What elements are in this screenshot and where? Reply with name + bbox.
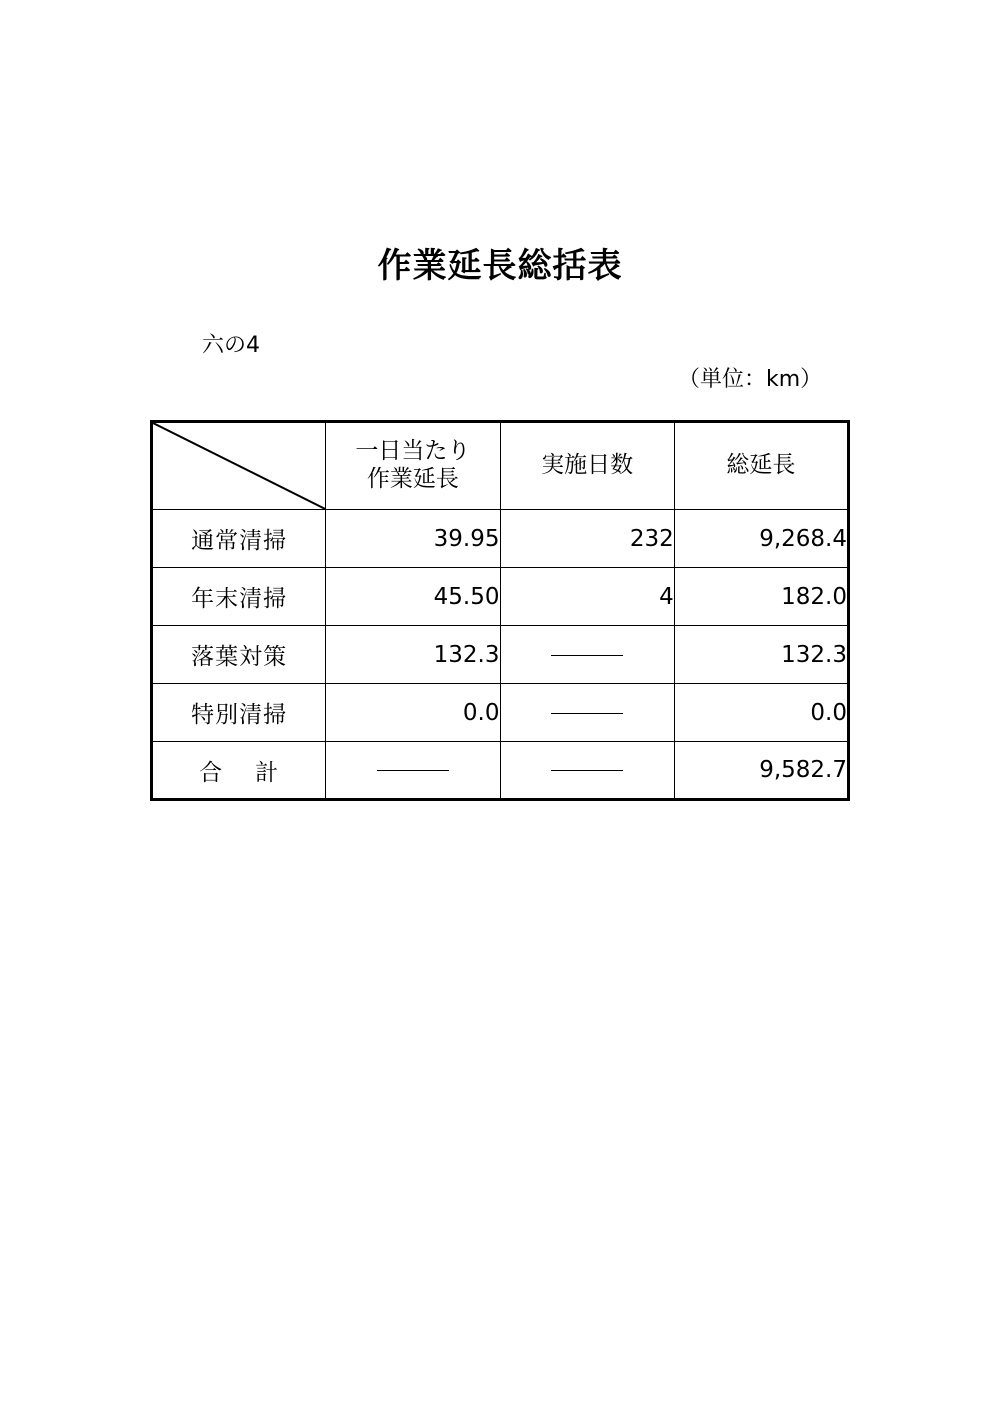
sheet-label: 六の4 bbox=[202, 333, 260, 358]
dash-mark bbox=[551, 770, 623, 771]
daily-length-cell: 0.0 bbox=[326, 684, 500, 742]
row-label: 通常清掃 bbox=[152, 510, 326, 568]
days-cell-empty bbox=[500, 742, 674, 800]
row-label: 年末清掃 bbox=[152, 568, 326, 626]
diagonal-line bbox=[153, 423, 325, 509]
daily-length-cell: 45.50 bbox=[326, 568, 500, 626]
header-days: 実施日数 bbox=[500, 422, 674, 510]
table-row bbox=[152, 626, 849, 684]
total-length-cell: 182.0 bbox=[674, 568, 848, 626]
header-daily-length-line2: 作業延長 bbox=[366, 466, 459, 492]
row-label: 落葉対策 bbox=[152, 626, 326, 684]
total-length-cell: 132.3 bbox=[674, 626, 848, 684]
summary-table bbox=[150, 420, 850, 801]
days-cell-empty bbox=[500, 626, 674, 684]
header-total-length: 総延長 bbox=[674, 422, 848, 510]
unit-label: （単位：km） bbox=[678, 367, 823, 392]
row-label: 特別清掃 bbox=[152, 684, 326, 742]
days-cell-empty bbox=[500, 684, 674, 742]
total-label-part-a: 合 bbox=[199, 759, 224, 786]
corner-cell bbox=[152, 422, 326, 510]
total-label-part-b: 計 bbox=[255, 759, 280, 786]
daily-length-cell-empty bbox=[326, 742, 500, 800]
dash-mark bbox=[551, 655, 623, 656]
days-cell: 232 bbox=[500, 510, 674, 568]
header-row bbox=[152, 422, 849, 510]
table-row bbox=[152, 510, 849, 568]
page-title: 作業延長総括表 bbox=[377, 246, 623, 286]
table-row bbox=[152, 684, 849, 742]
header-daily-length-line1: 一日当たり bbox=[355, 438, 471, 465]
days-cell: 4 bbox=[500, 568, 674, 626]
total-length-cell: 0.0 bbox=[674, 684, 848, 742]
header-daily-length bbox=[326, 422, 500, 510]
daily-length-cell: 39.95 bbox=[326, 510, 500, 568]
dash-mark bbox=[551, 713, 623, 714]
daily-length-cell: 132.3 bbox=[326, 626, 500, 684]
table-row bbox=[152, 568, 849, 626]
dash-mark bbox=[377, 770, 449, 771]
total-row bbox=[152, 742, 849, 800]
grand-total-cell: 9,582.7 bbox=[674, 742, 848, 800]
total-row-label bbox=[152, 742, 326, 800]
total-length-cell: 9,268.4 bbox=[674, 510, 848, 568]
